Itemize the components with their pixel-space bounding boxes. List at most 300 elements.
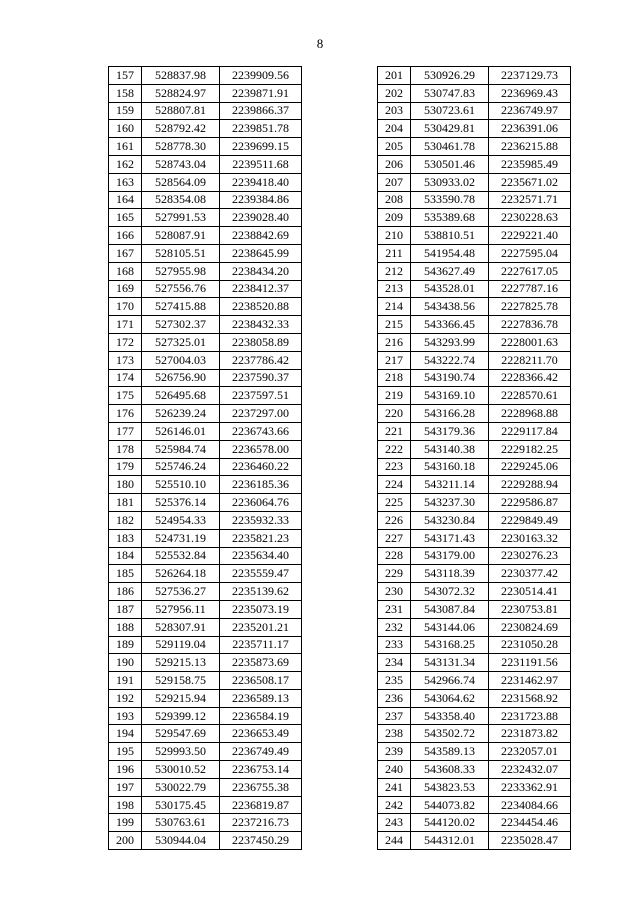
x-coordinate-cell: 527325.01 xyxy=(142,333,220,351)
x-coordinate-cell: 530461.78 xyxy=(411,138,489,156)
point-number-cell: 244 xyxy=(378,832,411,850)
y-coordinate-cell: 2235932.33 xyxy=(220,511,302,529)
table-row xyxy=(109,743,302,761)
point-number-cell: 219 xyxy=(378,387,411,405)
y-coordinate-cell: 2229849.49 xyxy=(489,511,571,529)
table-row xyxy=(109,583,302,601)
table-row xyxy=(109,138,302,156)
point-number-cell: 172 xyxy=(109,333,142,351)
y-coordinate-cell: 2236753.14 xyxy=(220,761,302,779)
x-coordinate-cell: 525376.14 xyxy=(142,494,220,512)
y-coordinate-cell: 2229182.25 xyxy=(489,440,571,458)
x-coordinate-cell: 527302.37 xyxy=(142,316,220,334)
table-row xyxy=(378,440,571,458)
x-coordinate-cell: 526146.01 xyxy=(142,422,220,440)
point-number-cell: 215 xyxy=(378,316,411,334)
coordinates-table-left-body xyxy=(109,67,302,850)
point-number-cell: 235 xyxy=(378,672,411,690)
y-coordinate-cell: 2239851.78 xyxy=(220,120,302,138)
point-number-cell: 225 xyxy=(378,494,411,512)
point-number-cell: 186 xyxy=(109,583,142,601)
table-row xyxy=(109,796,302,814)
point-number-cell: 193 xyxy=(109,707,142,725)
y-coordinate-cell: 2238842.69 xyxy=(220,227,302,245)
y-coordinate-cell: 2230824.69 xyxy=(489,618,571,636)
x-coordinate-cell: 535389.68 xyxy=(411,209,489,227)
point-number-cell: 208 xyxy=(378,191,411,209)
x-coordinate-cell: 529215.13 xyxy=(142,654,220,672)
y-coordinate-cell: 2238432.33 xyxy=(220,316,302,334)
point-number-cell: 184 xyxy=(109,547,142,565)
point-number-cell: 238 xyxy=(378,725,411,743)
y-coordinate-cell: 2238434.20 xyxy=(220,262,302,280)
y-coordinate-cell: 2237786.42 xyxy=(220,351,302,369)
y-coordinate-cell: 2239511.68 xyxy=(220,155,302,173)
y-coordinate-cell: 2230276.23 xyxy=(489,547,571,565)
x-coordinate-cell: 528564.09 xyxy=(142,173,220,191)
table-row xyxy=(378,494,571,512)
point-number-cell: 161 xyxy=(109,138,142,156)
table-row xyxy=(109,672,302,690)
point-number-cell: 214 xyxy=(378,298,411,316)
table-row xyxy=(378,725,571,743)
point-number-cell: 191 xyxy=(109,672,142,690)
point-number-cell: 231 xyxy=(378,600,411,618)
y-coordinate-cell: 2229586.87 xyxy=(489,494,571,512)
y-coordinate-cell: 2231191.56 xyxy=(489,654,571,672)
y-coordinate-cell: 2236508.17 xyxy=(220,672,302,690)
y-coordinate-cell: 2230228.63 xyxy=(489,209,571,227)
point-number-cell: 217 xyxy=(378,351,411,369)
table-row xyxy=(378,138,571,156)
table-row xyxy=(109,707,302,725)
y-coordinate-cell: 2239871.91 xyxy=(220,84,302,102)
y-coordinate-cell: 2236584.19 xyxy=(220,707,302,725)
y-coordinate-cell: 2239384.86 xyxy=(220,191,302,209)
point-number-cell: 165 xyxy=(109,209,142,227)
table-row xyxy=(378,707,571,725)
point-number-cell: 185 xyxy=(109,565,142,583)
x-coordinate-cell: 544312.01 xyxy=(411,832,489,850)
table-row xyxy=(378,547,571,565)
point-number-cell: 234 xyxy=(378,654,411,672)
table-row xyxy=(109,191,302,209)
point-number-cell: 212 xyxy=(378,262,411,280)
y-coordinate-cell: 2236819.87 xyxy=(220,796,302,814)
y-coordinate-cell: 2235559.47 xyxy=(220,565,302,583)
x-coordinate-cell: 530429.81 xyxy=(411,120,489,138)
table-row xyxy=(109,636,302,654)
table-row xyxy=(378,458,571,476)
table-row xyxy=(378,298,571,316)
table-row xyxy=(378,778,571,796)
y-coordinate-cell: 2236578.00 xyxy=(220,440,302,458)
x-coordinate-cell: 528105.51 xyxy=(142,244,220,262)
y-coordinate-cell: 2227595.04 xyxy=(489,244,571,262)
y-coordinate-cell: 2227617.05 xyxy=(489,262,571,280)
x-coordinate-cell: 543589.13 xyxy=(411,743,489,761)
point-number-cell: 200 xyxy=(109,832,142,850)
y-coordinate-cell: 2232057.01 xyxy=(489,743,571,761)
x-coordinate-cell: 525532.84 xyxy=(142,547,220,565)
y-coordinate-cell: 2227836.78 xyxy=(489,316,571,334)
point-number-cell: 179 xyxy=(109,458,142,476)
coordinates-table-left xyxy=(108,66,302,850)
y-coordinate-cell: 2239909.56 xyxy=(220,67,302,85)
table-row xyxy=(378,654,571,672)
x-coordinate-cell: 524731.19 xyxy=(142,529,220,547)
y-coordinate-cell: 2239866.37 xyxy=(220,102,302,120)
x-coordinate-cell: 526756.90 xyxy=(142,369,220,387)
point-number-cell: 163 xyxy=(109,173,142,191)
x-coordinate-cell: 528743.04 xyxy=(142,155,220,173)
point-number-cell: 168 xyxy=(109,262,142,280)
point-number-cell: 198 xyxy=(109,796,142,814)
x-coordinate-cell: 543438.56 xyxy=(411,298,489,316)
point-number-cell: 239 xyxy=(378,743,411,761)
table-row xyxy=(109,351,302,369)
point-number-cell: 178 xyxy=(109,440,142,458)
table-row xyxy=(109,333,302,351)
point-number-cell: 174 xyxy=(109,369,142,387)
table-row xyxy=(378,636,571,654)
y-coordinate-cell: 2236749.49 xyxy=(220,743,302,761)
y-coordinate-cell: 2231873.82 xyxy=(489,725,571,743)
y-coordinate-cell: 2231723.88 xyxy=(489,707,571,725)
table-row xyxy=(109,369,302,387)
x-coordinate-cell: 533590.78 xyxy=(411,191,489,209)
table-row xyxy=(378,333,571,351)
point-number-cell: 229 xyxy=(378,565,411,583)
point-number-cell: 171 xyxy=(109,316,142,334)
y-coordinate-cell: 2236391.06 xyxy=(489,120,571,138)
point-number-cell: 157 xyxy=(109,67,142,85)
coordinates-table-right xyxy=(377,66,571,850)
x-coordinate-cell: 526239.24 xyxy=(142,405,220,423)
x-coordinate-cell: 530763.61 xyxy=(142,814,220,832)
y-coordinate-cell: 2228570.61 xyxy=(489,387,571,405)
x-coordinate-cell: 527991.53 xyxy=(142,209,220,227)
table-row xyxy=(109,600,302,618)
x-coordinate-cell: 543179.00 xyxy=(411,547,489,565)
table-row xyxy=(109,280,302,298)
y-coordinate-cell: 2230163.32 xyxy=(489,529,571,547)
point-number-cell: 209 xyxy=(378,209,411,227)
table-row xyxy=(378,529,571,547)
y-coordinate-cell: 2232571.71 xyxy=(489,191,571,209)
x-coordinate-cell: 543502.72 xyxy=(411,725,489,743)
point-number-cell: 182 xyxy=(109,511,142,529)
point-number-cell: 211 xyxy=(378,244,411,262)
point-number-cell: 216 xyxy=(378,333,411,351)
table-row xyxy=(378,422,571,440)
point-number-cell: 205 xyxy=(378,138,411,156)
point-number-cell: 203 xyxy=(378,102,411,120)
table-row xyxy=(378,689,571,707)
x-coordinate-cell: 529993.50 xyxy=(142,743,220,761)
y-coordinate-cell: 2236215.88 xyxy=(489,138,571,156)
y-coordinate-cell: 2235139.62 xyxy=(220,583,302,601)
point-number-cell: 194 xyxy=(109,725,142,743)
table-row xyxy=(109,316,302,334)
x-coordinate-cell: 526264.18 xyxy=(142,565,220,583)
x-coordinate-cell: 543166.28 xyxy=(411,405,489,423)
point-number-cell: 201 xyxy=(378,67,411,85)
x-coordinate-cell: 543358.40 xyxy=(411,707,489,725)
y-coordinate-cell: 2235201.21 xyxy=(220,618,302,636)
x-coordinate-cell: 527556.76 xyxy=(142,280,220,298)
x-coordinate-cell: 530723.61 xyxy=(411,102,489,120)
y-coordinate-cell: 2227825.78 xyxy=(489,298,571,316)
table-row xyxy=(378,743,571,761)
x-coordinate-cell: 530022.79 xyxy=(142,778,220,796)
table-row xyxy=(109,814,302,832)
point-number-cell: 236 xyxy=(378,689,411,707)
y-coordinate-cell: 2231050.28 xyxy=(489,636,571,654)
x-coordinate-cell: 529399.12 xyxy=(142,707,220,725)
point-number-cell: 204 xyxy=(378,120,411,138)
x-coordinate-cell: 527955.98 xyxy=(142,262,220,280)
point-number-cell: 192 xyxy=(109,689,142,707)
table-row xyxy=(109,387,302,405)
point-number-cell: 242 xyxy=(378,796,411,814)
x-coordinate-cell: 543087.84 xyxy=(411,600,489,618)
table-row xyxy=(378,262,571,280)
table-row xyxy=(378,600,571,618)
x-coordinate-cell: 538810.51 xyxy=(411,227,489,245)
table-row xyxy=(109,155,302,173)
x-coordinate-cell: 527956.11 xyxy=(142,600,220,618)
point-number-cell: 196 xyxy=(109,761,142,779)
table-row xyxy=(378,84,571,102)
point-number-cell: 241 xyxy=(378,778,411,796)
point-number-cell: 180 xyxy=(109,476,142,494)
table-row xyxy=(109,618,302,636)
y-coordinate-cell: 2229245.06 xyxy=(489,458,571,476)
point-number-cell: 220 xyxy=(378,405,411,423)
y-coordinate-cell: 2231462.97 xyxy=(489,672,571,690)
x-coordinate-cell: 543168.25 xyxy=(411,636,489,654)
x-coordinate-cell: 528837.98 xyxy=(142,67,220,85)
table-row xyxy=(378,316,571,334)
y-coordinate-cell: 2235873.69 xyxy=(220,654,302,672)
table-row xyxy=(109,547,302,565)
page-number: 8 xyxy=(316,36,324,51)
y-coordinate-cell: 2237129.73 xyxy=(489,67,571,85)
table-row xyxy=(109,67,302,85)
point-number-cell: 197 xyxy=(109,778,142,796)
point-number-cell: 210 xyxy=(378,227,411,245)
table-row xyxy=(378,761,571,779)
x-coordinate-cell: 526495.68 xyxy=(142,387,220,405)
x-coordinate-cell: 543118.39 xyxy=(411,565,489,583)
point-number-cell: 175 xyxy=(109,387,142,405)
y-coordinate-cell: 2235073.19 xyxy=(220,600,302,618)
table-row xyxy=(109,84,302,102)
x-coordinate-cell: 530926.29 xyxy=(411,67,489,85)
x-coordinate-cell: 543160.18 xyxy=(411,458,489,476)
x-coordinate-cell: 528778.30 xyxy=(142,138,220,156)
point-number-cell: 181 xyxy=(109,494,142,512)
table-row xyxy=(109,529,302,547)
y-coordinate-cell: 2236969.43 xyxy=(489,84,571,102)
y-coordinate-cell: 2236185.36 xyxy=(220,476,302,494)
x-coordinate-cell: 527415.88 xyxy=(142,298,220,316)
point-number-cell: 232 xyxy=(378,618,411,636)
point-number-cell: 230 xyxy=(378,583,411,601)
x-coordinate-cell: 529547.69 xyxy=(142,725,220,743)
point-number-cell: 190 xyxy=(109,654,142,672)
y-coordinate-cell: 2235711.17 xyxy=(220,636,302,654)
table-row xyxy=(109,778,302,796)
x-coordinate-cell: 525510.10 xyxy=(142,476,220,494)
x-coordinate-cell: 543169.10 xyxy=(411,387,489,405)
table-row xyxy=(109,422,302,440)
x-coordinate-cell: 542966.74 xyxy=(411,672,489,690)
table-row xyxy=(109,832,302,850)
table-row xyxy=(109,725,302,743)
y-coordinate-cell: 2228211.70 xyxy=(489,351,571,369)
table-row xyxy=(378,476,571,494)
y-coordinate-cell: 2231568.92 xyxy=(489,689,571,707)
y-coordinate-cell: 2236749.97 xyxy=(489,102,571,120)
x-coordinate-cell: 530944.04 xyxy=(142,832,220,850)
y-coordinate-cell: 2230514.41 xyxy=(489,583,571,601)
x-coordinate-cell: 528824.97 xyxy=(142,84,220,102)
y-coordinate-cell: 2234084.66 xyxy=(489,796,571,814)
y-coordinate-cell: 2230753.81 xyxy=(489,600,571,618)
table-row xyxy=(378,796,571,814)
table-row xyxy=(378,244,571,262)
y-coordinate-cell: 2229117.84 xyxy=(489,422,571,440)
x-coordinate-cell: 544073.82 xyxy=(411,796,489,814)
y-coordinate-cell: 2239699.15 xyxy=(220,138,302,156)
x-coordinate-cell: 528792.42 xyxy=(142,120,220,138)
x-coordinate-cell: 530501.46 xyxy=(411,155,489,173)
y-coordinate-cell: 2239418.40 xyxy=(220,173,302,191)
point-number-cell: 159 xyxy=(109,102,142,120)
y-coordinate-cell: 2237590.37 xyxy=(220,369,302,387)
table-row xyxy=(109,120,302,138)
point-number-cell: 177 xyxy=(109,422,142,440)
table-row xyxy=(109,458,302,476)
x-coordinate-cell: 527536.27 xyxy=(142,583,220,601)
point-number-cell: 240 xyxy=(378,761,411,779)
x-coordinate-cell: 543072.32 xyxy=(411,583,489,601)
x-coordinate-cell: 530175.45 xyxy=(142,796,220,814)
point-number-cell: 158 xyxy=(109,84,142,102)
point-number-cell: 202 xyxy=(378,84,411,102)
y-coordinate-cell: 2236743.66 xyxy=(220,422,302,440)
y-coordinate-cell: 2234454.46 xyxy=(489,814,571,832)
table-row xyxy=(378,280,571,298)
point-number-cell: 162 xyxy=(109,155,142,173)
table-row xyxy=(109,227,302,245)
point-number-cell: 218 xyxy=(378,369,411,387)
point-number-cell: 221 xyxy=(378,422,411,440)
x-coordinate-cell: 543179.36 xyxy=(411,422,489,440)
table-row xyxy=(378,191,571,209)
point-number-cell: 222 xyxy=(378,440,411,458)
x-coordinate-cell: 543823.53 xyxy=(411,778,489,796)
table-row xyxy=(109,298,302,316)
x-coordinate-cell: 543211.14 xyxy=(411,476,489,494)
x-coordinate-cell: 544120.02 xyxy=(411,814,489,832)
point-number-cell: 187 xyxy=(109,600,142,618)
table-row xyxy=(378,583,571,601)
x-coordinate-cell: 543064.62 xyxy=(411,689,489,707)
point-number-cell: 183 xyxy=(109,529,142,547)
x-coordinate-cell: 543140.38 xyxy=(411,440,489,458)
y-coordinate-cell: 2236460.22 xyxy=(220,458,302,476)
y-coordinate-cell: 2228001.63 xyxy=(489,333,571,351)
y-coordinate-cell: 2228366.42 xyxy=(489,369,571,387)
x-coordinate-cell: 541954.48 xyxy=(411,244,489,262)
table-row xyxy=(378,618,571,636)
point-number-cell: 170 xyxy=(109,298,142,316)
y-coordinate-cell: 2239028.40 xyxy=(220,209,302,227)
y-coordinate-cell: 2236755.38 xyxy=(220,778,302,796)
x-coordinate-cell: 543366.45 xyxy=(411,316,489,334)
x-coordinate-cell: 530933.02 xyxy=(411,173,489,191)
x-coordinate-cell: 528354.08 xyxy=(142,191,220,209)
y-coordinate-cell: 2235634.40 xyxy=(220,547,302,565)
table-row xyxy=(378,351,571,369)
x-coordinate-cell: 543144.06 xyxy=(411,618,489,636)
y-coordinate-cell: 2235821.23 xyxy=(220,529,302,547)
table-row xyxy=(378,672,571,690)
table-row xyxy=(378,67,571,85)
x-coordinate-cell: 543528.01 xyxy=(411,280,489,298)
x-coordinate-cell: 543190.74 xyxy=(411,369,489,387)
table-row xyxy=(109,102,302,120)
table-row xyxy=(109,565,302,583)
table-row xyxy=(109,476,302,494)
table-row xyxy=(378,814,571,832)
x-coordinate-cell: 543222.74 xyxy=(411,351,489,369)
x-coordinate-cell: 543237.30 xyxy=(411,494,489,512)
table-row xyxy=(378,227,571,245)
y-coordinate-cell: 2236589.13 xyxy=(220,689,302,707)
x-coordinate-cell: 543608.33 xyxy=(411,761,489,779)
y-coordinate-cell: 2229288.94 xyxy=(489,476,571,494)
y-coordinate-cell: 2237297.00 xyxy=(220,405,302,423)
y-coordinate-cell: 2235985.49 xyxy=(489,155,571,173)
x-coordinate-cell: 529215.94 xyxy=(142,689,220,707)
x-coordinate-cell: 530747.83 xyxy=(411,84,489,102)
point-number-cell: 188 xyxy=(109,618,142,636)
table-row xyxy=(109,689,302,707)
x-coordinate-cell: 543230.84 xyxy=(411,511,489,529)
point-number-cell: 199 xyxy=(109,814,142,832)
point-number-cell: 189 xyxy=(109,636,142,654)
point-number-cell: 243 xyxy=(378,814,411,832)
y-coordinate-cell: 2232432.07 xyxy=(489,761,571,779)
y-coordinate-cell: 2227787.16 xyxy=(489,280,571,298)
x-coordinate-cell: 543171.43 xyxy=(411,529,489,547)
table-row xyxy=(109,654,302,672)
table-row xyxy=(109,405,302,423)
point-number-cell: 228 xyxy=(378,547,411,565)
x-coordinate-cell: 543627.49 xyxy=(411,262,489,280)
y-coordinate-cell: 2230377.42 xyxy=(489,565,571,583)
table-row xyxy=(378,155,571,173)
y-coordinate-cell: 2238412.37 xyxy=(220,280,302,298)
point-number-cell: 226 xyxy=(378,511,411,529)
table-row xyxy=(378,102,571,120)
x-coordinate-cell: 528087.91 xyxy=(142,227,220,245)
point-number-cell: 195 xyxy=(109,743,142,761)
